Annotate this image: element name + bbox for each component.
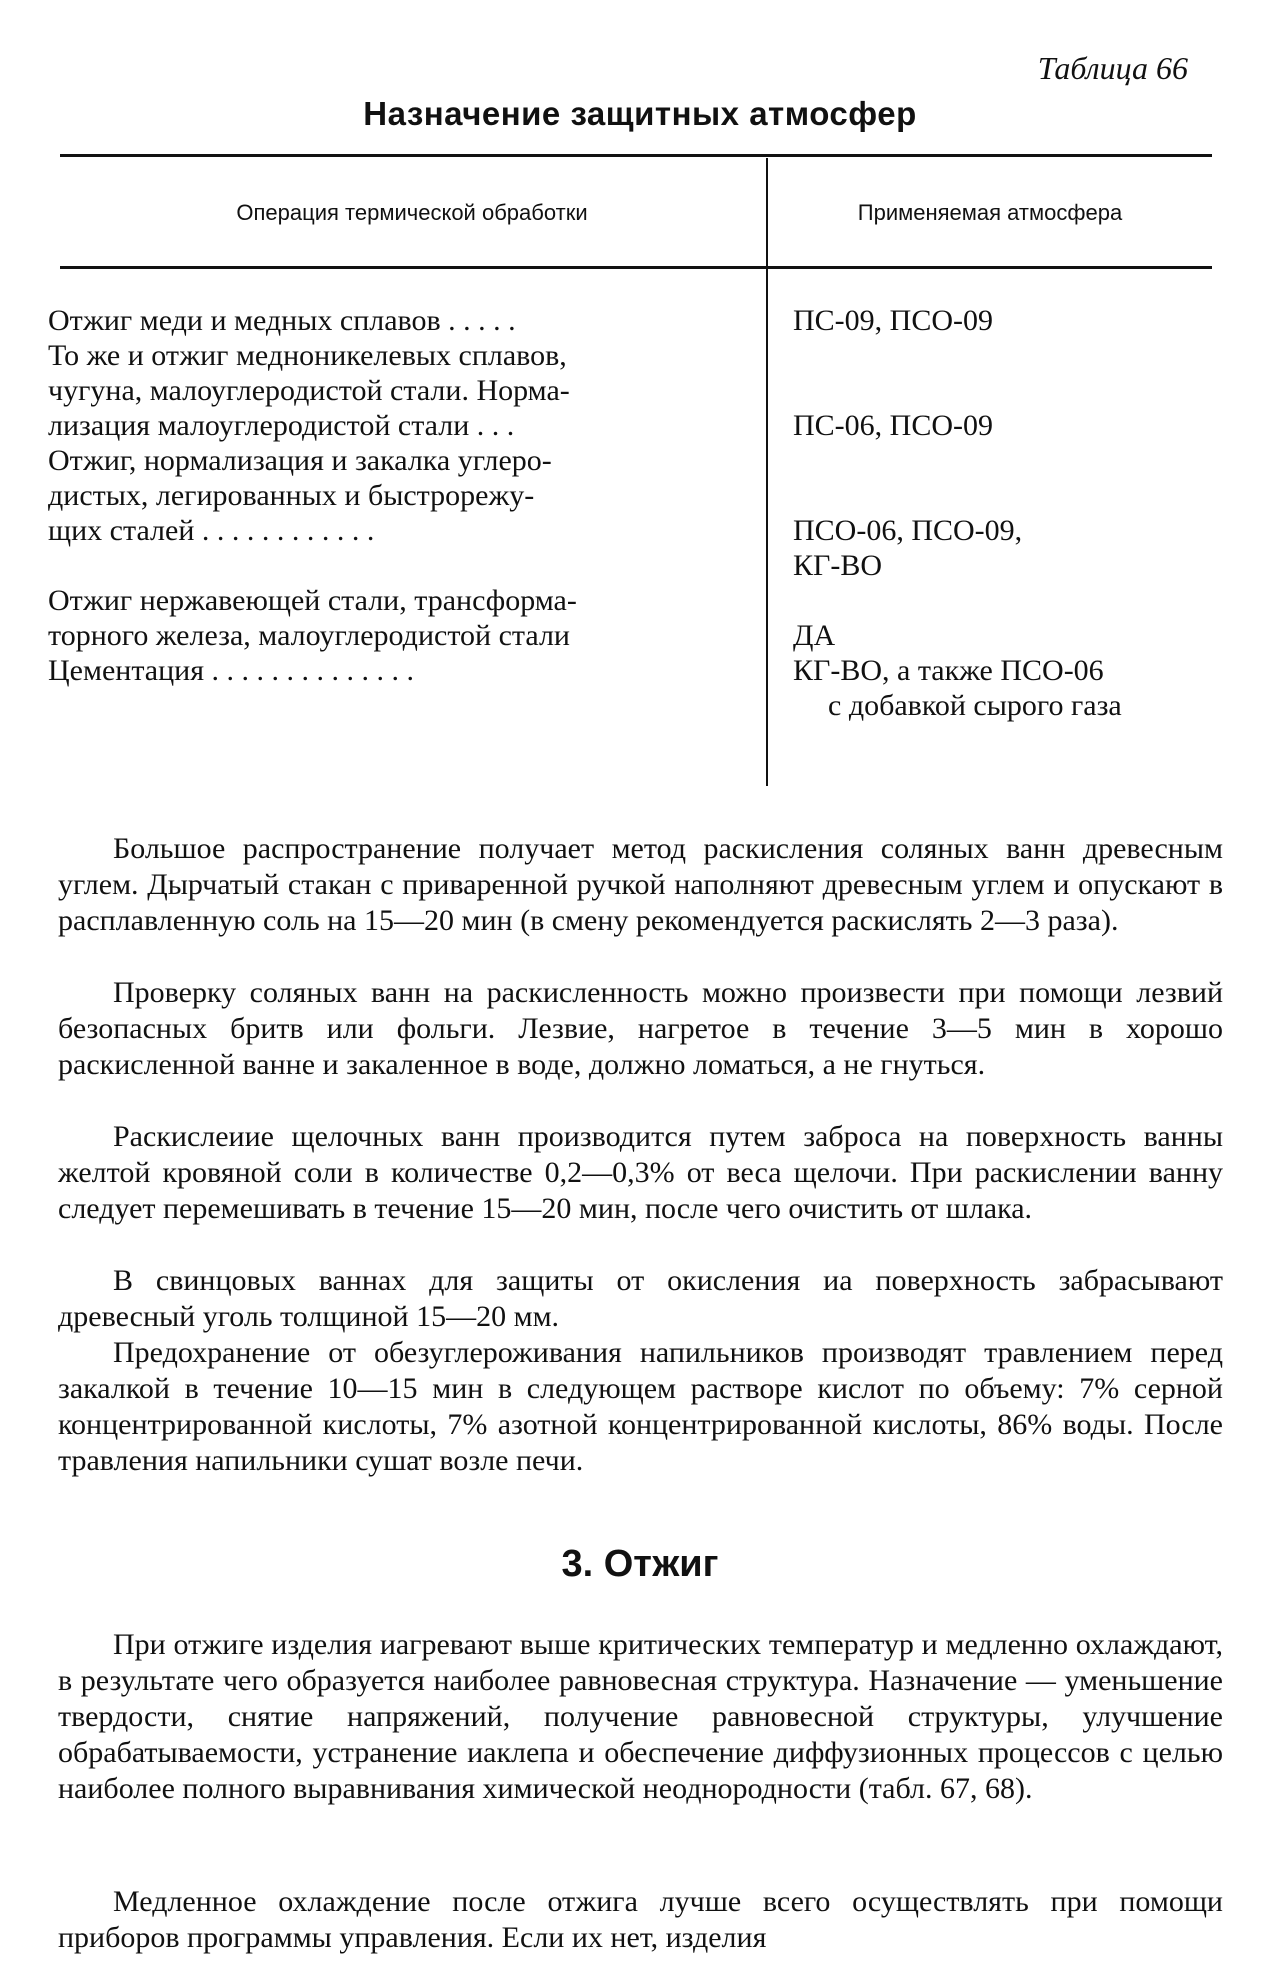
atmosphere-line: КГ-ВО, а также ПСО-06	[793, 654, 1104, 687]
body-paragraph: Раскислеиие щелочных ванн производится путем заброса на поверхность ванны желтой кровяной соли в количестве 0,2—0,3% от веса щелочи. При раскислении ванну следует перемешивать в течение 15—20 мин, после чего очистить от шлака.	[58, 1120, 1223, 1225]
body-paragraph: В свинцовых ваннах для защиты от окисления иа поверхность забрасывают древесный уголь толщиной 15—20 мм.	[58, 1264, 1223, 1333]
atmosphere-line: ПСО-06, ПСО-09,	[793, 514, 1023, 547]
operation-line: Отжиг меди и медных сплавов . . . . .	[48, 304, 516, 337]
body-paragraph: Предохранение от обезуглероживания напильников производят травлением перед закалкой в течение 10—15 мин в следующем растворе кислот по объему: 7% серной концентрированной кислоты, 7% азотной концентрированной кислоты, 86% воды. После травления напильники сушат возле печи.	[58, 1336, 1223, 1477]
table-top-rule	[60, 154, 1212, 157]
table-header-rule	[60, 266, 1212, 269]
operation-line: Отжиг нержавеющей стали, трансформа-	[48, 584, 577, 617]
column-header-atmosphere: Применяемая атмосфера	[857, 200, 1123, 225]
atmosphere-line: ПС-06, ПСО-09	[793, 409, 993, 442]
operation-line: То же и отжиг медноникелевых сплавов,	[48, 339, 567, 372]
operation-line: Отжиг, нормализация и закалка углеро-	[48, 444, 552, 477]
body-paragraph: Проверку соляных ванн на раскисленность можно произвести при помощи лезвий безопасных бритв или фольги. Лезвие, нагретое в течение 3—5 мин в хорошо раскисленной ванне и закаленное в воде, должно ломаться, а не гнуться.	[58, 976, 1223, 1081]
table-column-divider	[766, 158, 768, 786]
section-paragraph: При отжиге изделия иагревают выше критических температур и медленно охлаждают, в результате чего образуется наиболее равновесная структура. Назначение — уменьшение твердости, снятие напряжений, получение равновесной структуры, улучшение обрабатываемости, устранение иаклепа и обеспечение диффузионных процессов с целью наиболее полного выравнивания химической неоднородности (табл. 67, 68).	[58, 1628, 1223, 1805]
operation-line: торного железа, малоуглеродистой стали	[48, 619, 570, 652]
table-title: Назначение защитных атмосфер	[363, 95, 917, 132]
column-header-operation: Операция термической обработки	[236, 200, 588, 225]
atmosphere-line: КГ-ВО	[793, 549, 883, 582]
operation-line: дистых, легированных и быстрорежу-	[48, 479, 535, 512]
atmosphere-line: с добавкой сырого газа	[828, 689, 1122, 722]
atmosphere-line: ПС-09, ПСО-09	[793, 304, 993, 337]
operation-line: чугуна, малоуглеродистой стали. Норма-	[48, 374, 570, 407]
atmosphere-line: ДА	[793, 619, 836, 652]
body-paragraph: Большое распространение получает метод раскисления соляных ванн древесным углем. Дырчатый стакан с приваренной ручкой наполняют древесным углем и опускают в расплавленную соль на 15—20 мин (в смену рекомендуется раскислять 2—3 раза).	[58, 832, 1223, 937]
section-heading: 3. Отжиг	[561, 1543, 719, 1585]
operation-line: щих сталей . . . . . . . . . . . .	[48, 514, 375, 547]
operation-line: лизация малоуглеродистой стали . . .	[48, 409, 515, 442]
table-number: Таблица 66	[1037, 50, 1188, 86]
operation-line: Цементация . . . . . . . . . . . . . .	[48, 654, 415, 687]
section-paragraph: Медленное охлаждение после отжига лучше всего осуществлять при помощи приборов программы управления. Если их нет, изделия	[58, 1885, 1223, 1954]
